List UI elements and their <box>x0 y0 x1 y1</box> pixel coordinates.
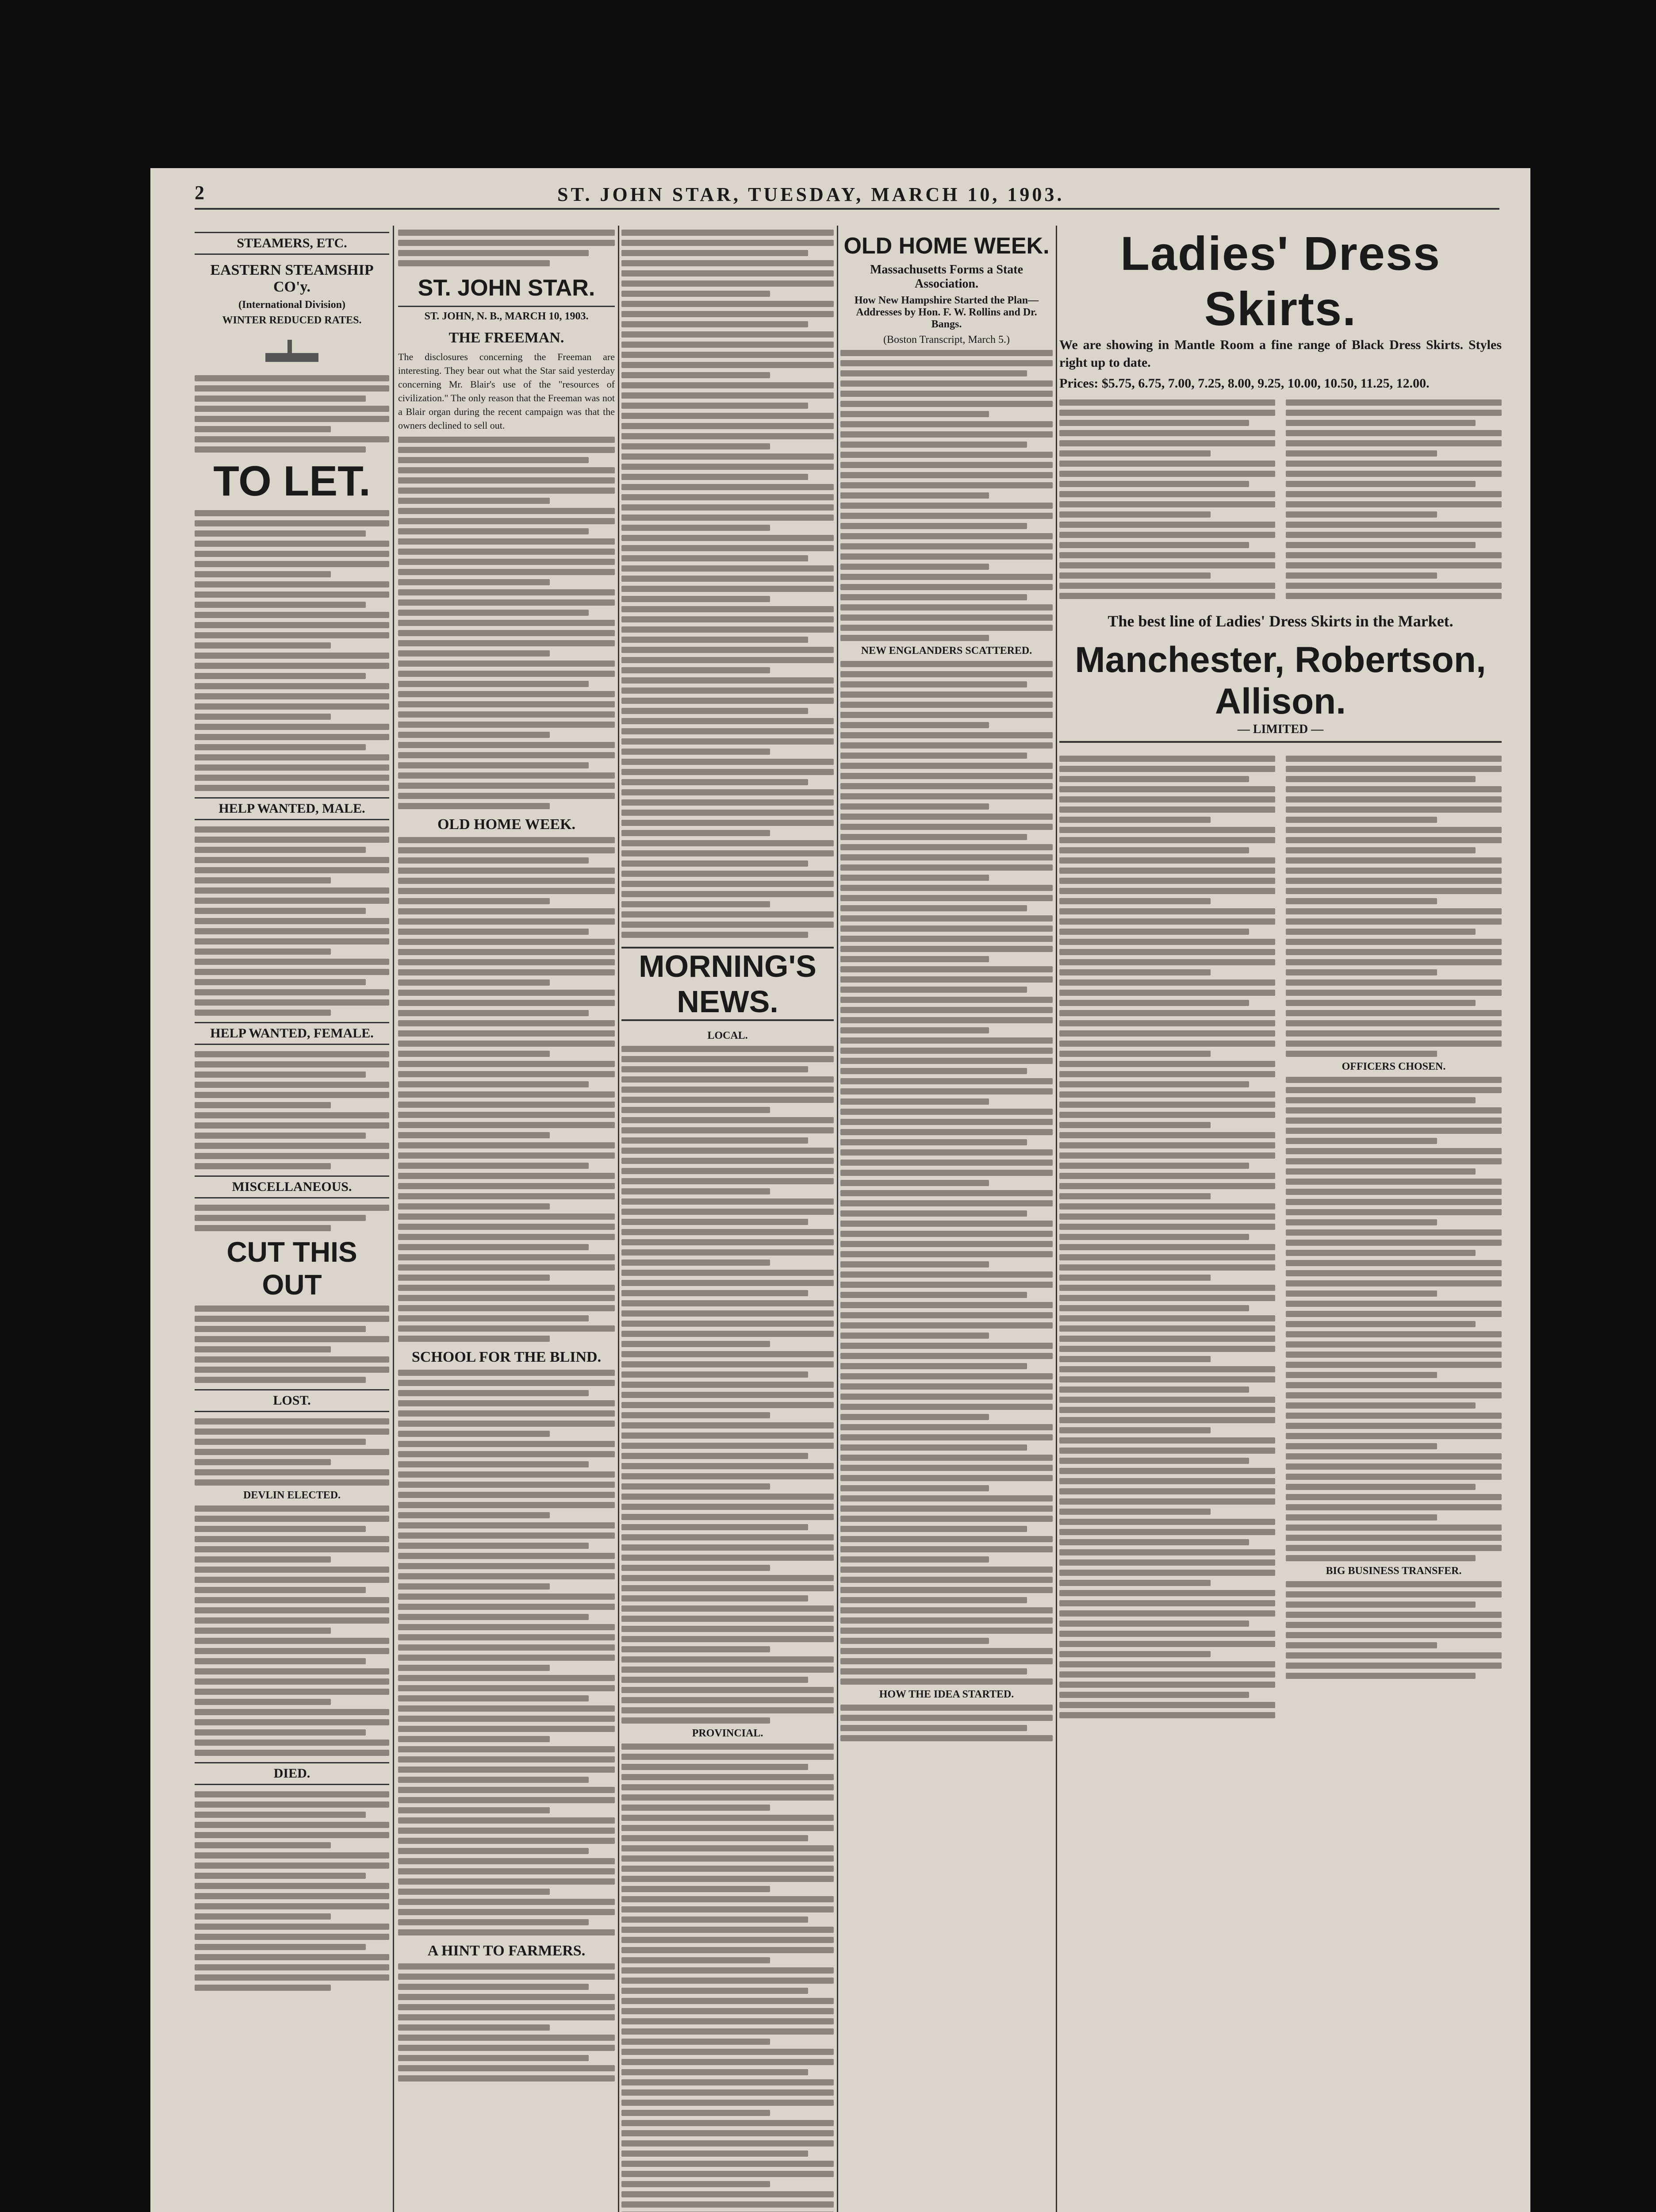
old-home-week-continued <box>1059 752 1502 1722</box>
officers-chosen-heading: OFFICERS CHOSEN. <box>1342 1061 1446 1072</box>
freeman-heading: THE FREEMAN. <box>448 330 564 346</box>
continued-text-right-top <box>1286 756 1502 1057</box>
help-male-heading: HELP WANTED, MALE. <box>195 797 389 820</box>
how-idea-started-text <box>840 1705 1053 1741</box>
page-header <box>195 181 1499 210</box>
skirts-ad-items <box>1059 396 1502 603</box>
freeman-text <box>398 437 615 809</box>
school-blind-heading: SCHOOL FOR THE BLIND. <box>411 1349 602 1365</box>
column-rule <box>618 226 619 2212</box>
page-number: 2 <box>195 182 204 204</box>
help-female-heading: HELP WANTED, FEMALE. <box>195 1022 389 1045</box>
newspaper-page <box>150 168 1530 2212</box>
continued-text-left <box>1059 752 1275 1722</box>
freeman-lead: The disclosures concerning the Freeman are interesting. They bear out what the Star said yesterday concerning Mr. Blair's use of the "resources of civilization." The only reason that the Freeman was not a Blair organ during the recent campaign was that the owners declined to sell out. <box>398 351 615 431</box>
old-home-week-editorial-heading: OLD HOME WEEK. <box>437 816 576 833</box>
new-englanders-heading: NEW ENGLANDERS SCATTERED. <box>861 645 1032 657</box>
winter-rates-heading: WINTER REDUCED RATES. <box>222 315 362 326</box>
page-title: ST. JOHN STAR, TUESDAY, MARCH 10, 1903. <box>557 184 1065 205</box>
steamship-icon <box>248 331 336 371</box>
column-rule <box>393 226 394 2212</box>
skirts-ad-title: Ladies' Dress Skirts. <box>1120 227 1441 335</box>
old-home-week-editorial-text <box>398 837 615 1342</box>
continued-text-right <box>1286 752 1502 1722</box>
died-heading: DIED. <box>195 1762 389 1785</box>
died-text <box>195 1791 389 1991</box>
school-blind-text <box>398 1370 615 1936</box>
old-home-week-credit: (Boston Transcript, March 5.) <box>883 334 1010 346</box>
new-englanders-text <box>840 661 1053 1685</box>
store-name: Manchester, Robertson, Allison. <box>1075 640 1486 722</box>
dateline: ST. JOHN, N. B., MARCH 10, 1903. <box>424 311 589 322</box>
eastern-steamship-subtitle: (International Division) <box>238 299 345 311</box>
miscellaneous-heading: MISCELLANEOUS. <box>195 1175 389 1198</box>
to-let-text <box>195 510 389 791</box>
help-female-text <box>195 1051 389 1169</box>
lost-heading: LOST. <box>195 1389 389 1412</box>
old-home-week-text <box>840 350 1053 641</box>
skirts-ad-prices: Prices: $5.75, 6.75, 7.00, 7.25, 8.00, 9.25, 10.00, 10.50, 11.25, 12.00. <box>1059 376 1430 391</box>
business-transfer-heading: BIG BUSINESS TRANSFER. <box>1326 1565 1462 1577</box>
old-home-week-subhead-2: How New Hampshire Started the Plan—Addresses by Hon. F. W. Rollins and Dr. Bangs. <box>854 295 1039 330</box>
cut-this-out-heading: CUT THIS OUT <box>226 1236 357 1301</box>
lost-text <box>195 1418 389 1486</box>
old-home-week-column <box>840 226 1053 1745</box>
news-column <box>621 226 834 2212</box>
editorial-column <box>398 226 615 2085</box>
editorial-continued-text <box>621 230 834 938</box>
steamship-text <box>195 375 389 453</box>
column-rule <box>837 226 838 2212</box>
advertising-column <box>1059 226 1502 1722</box>
old-home-week-subhead: Massachusetts Forms a State Association. <box>870 263 1024 291</box>
local-heading: LOCAL. <box>707 1030 748 1041</box>
skirts-ad-items-right <box>1286 396 1502 603</box>
provincial-text <box>621 1743 834 2212</box>
local-text <box>621 1046 834 1724</box>
store-limited: — LIMITED — <box>1059 722 1502 743</box>
column-rule <box>1056 226 1057 2212</box>
old-home-week-heading: OLD HOME WEEK. <box>843 233 1050 259</box>
help-male-text <box>195 826 389 1016</box>
skirts-ad-tagline: The best line of Ladies' Dress Skirts in the Market. <box>1108 612 1453 630</box>
provincial-heading: PROVINCIAL. <box>692 1728 763 1739</box>
hint-farmers-text <box>398 1963 615 2081</box>
officers-chosen-text <box>1286 1077 1502 1561</box>
devlin-heading: DEVLIN ELECTED. <box>243 1490 341 1501</box>
hint-farmers-heading: A HINT TO FARMERS. <box>427 1943 586 1959</box>
masthead: ST. JOHN STAR. <box>398 270 615 307</box>
steamers-heading: STEAMERS, ETC. <box>195 232 389 255</box>
publisher-note <box>398 230 615 266</box>
miscellaneous-text <box>195 1205 389 1231</box>
business-transfer-text <box>1286 1581 1502 1679</box>
eastern-steamship-heading: EASTERN STEAMSHIP CO'y. <box>210 262 374 295</box>
mornings-news-heading: MORNING'S NEWS. <box>621 947 834 1021</box>
cut-this-out-text <box>195 1306 389 1383</box>
skirts-ad-items-left <box>1059 396 1275 603</box>
devlin-text <box>195 1505 389 1756</box>
how-idea-started-heading: HOW THE IDEA STARTED. <box>879 1689 1014 1700</box>
to-let-heading: TO LET. <box>213 457 371 505</box>
classifieds-column <box>195 226 389 1995</box>
skirts-ad-intro: We are showing in Mantle Room a fine range of Black Dress Skirts. Styles right up to date. <box>1059 338 1502 370</box>
